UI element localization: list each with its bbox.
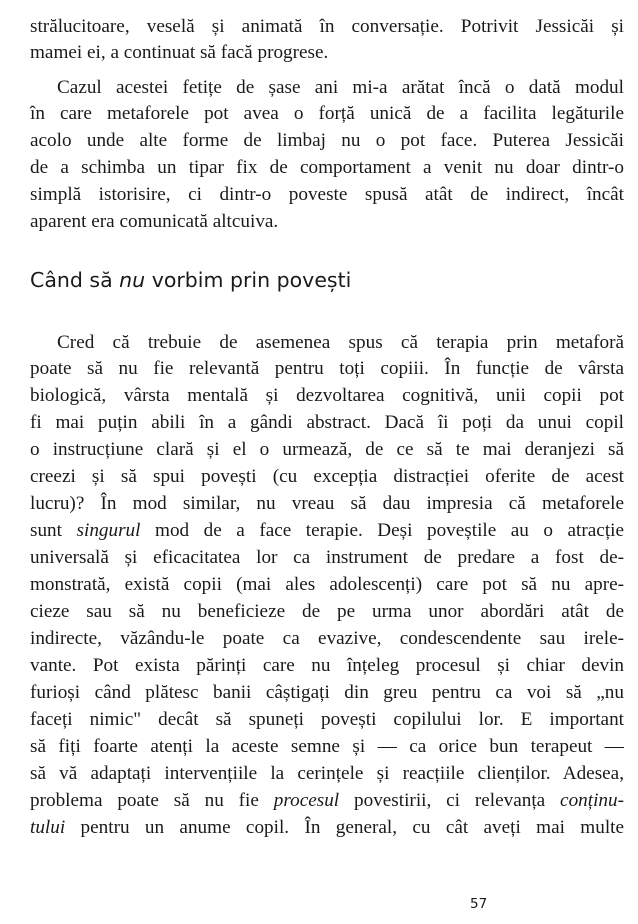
italic-word: singurul bbox=[76, 520, 141, 541]
page-number: 57 bbox=[470, 896, 488, 912]
text-line bbox=[30, 788, 624, 814]
text-run: problema poate să nu fie bbox=[30, 790, 274, 811]
text-line: cieze sau să nu beneficieze de pe urma unor abordări atât de bbox=[30, 601, 624, 622]
text-line: vante. Pot exista părinți care nu înțeleg procesul și chiar devin bbox=[30, 655, 624, 676]
text-line: monstrată, există copii (mai ales adolescenți) care pot să nu apre- bbox=[30, 574, 624, 595]
text-line: strălucitoare, veselă și animată în conversație. Potrivit Jessicăi și bbox=[30, 16, 624, 37]
text-line bbox=[30, 518, 624, 544]
text-line: de a schimba un tipar fix de comportament a venit nu doar dintr-o bbox=[30, 157, 624, 178]
italic-word: tului bbox=[30, 817, 66, 838]
text-line: biologică, vârsta mentală și dezvoltarea cognitivă, unii copii pot bbox=[30, 385, 624, 406]
text-line: simplă istorisire, ci dintr-o poveste spusă atât de indirect, încât bbox=[30, 184, 624, 205]
text-line: universală și eficacitatea lor ca instrument de predare a fost de- bbox=[30, 547, 624, 568]
heading-text: vorbim prin povești bbox=[145, 268, 352, 292]
heading-text: Când să bbox=[30, 268, 120, 292]
text-line: aparent era comunicată altcuiva. bbox=[30, 211, 279, 232]
text-line: în care metaforele pot avea o forță unică de a facilita legăturile bbox=[30, 103, 624, 124]
italic-word: procesul bbox=[273, 790, 340, 811]
text-run: pentru un anume copil. În general, cu cât aveți mai multe bbox=[65, 817, 624, 838]
text-line: furioși când plătesc banii câștigați din greu pentru ca voi să „nu bbox=[30, 682, 624, 703]
text-line: acolo unde alte forme de limbaj nu o pot face. Puterea Jessicăi bbox=[30, 130, 624, 151]
text-line: creezi și să spui povești (cu excepția distracției oferite de acest bbox=[30, 466, 624, 487]
text-line: lucru)? În mod similar, nu vreau să dau impresia că metaforele bbox=[30, 493, 624, 514]
heading-emphasis: nu bbox=[119, 268, 146, 292]
text-line bbox=[30, 815, 624, 841]
text-line: Cazul acestei fetițe de șase ani mi-a arătat încă o dată modul bbox=[57, 77, 624, 98]
text-line: mamei ei, a continuat să facă progrese. bbox=[30, 42, 329, 63]
italic-word: conținu- bbox=[560, 790, 624, 811]
text-line: indirecte, văzându-le poate ca evazive, condescendente sau irele- bbox=[30, 628, 624, 649]
text-line: să fiți foarte atenți la aceste semne și — ca orice bun terapeut — bbox=[30, 736, 624, 757]
text-run: sunt bbox=[30, 520, 77, 541]
text-line: Cred că trebuie de asemenea spus că terapia prin metaforă bbox=[57, 332, 624, 353]
text-line: o instrucțiune clară și el o urmează, de ce să te mai deranjezi să bbox=[30, 439, 624, 460]
text-run: mod de a face terapie. Deși poveștile au o atracție bbox=[140, 520, 624, 541]
text-line: fi mai puțin abili în a gândi abstract. Dacă îi poți da unui copil bbox=[30, 412, 624, 433]
text-line: să vă adaptați intervențiile la cerințele și reacțiile clienților. Adesea, bbox=[30, 763, 624, 784]
text-line: faceți nimic" decât să spuneți povești copilului lor. E important bbox=[30, 709, 624, 730]
section-heading bbox=[30, 266, 351, 294]
text-run: povestirii, ci relevanța bbox=[339, 790, 561, 811]
text-line: poate să nu fie relevantă pentru toți copiii. În funcție de vârsta bbox=[30, 358, 624, 379]
